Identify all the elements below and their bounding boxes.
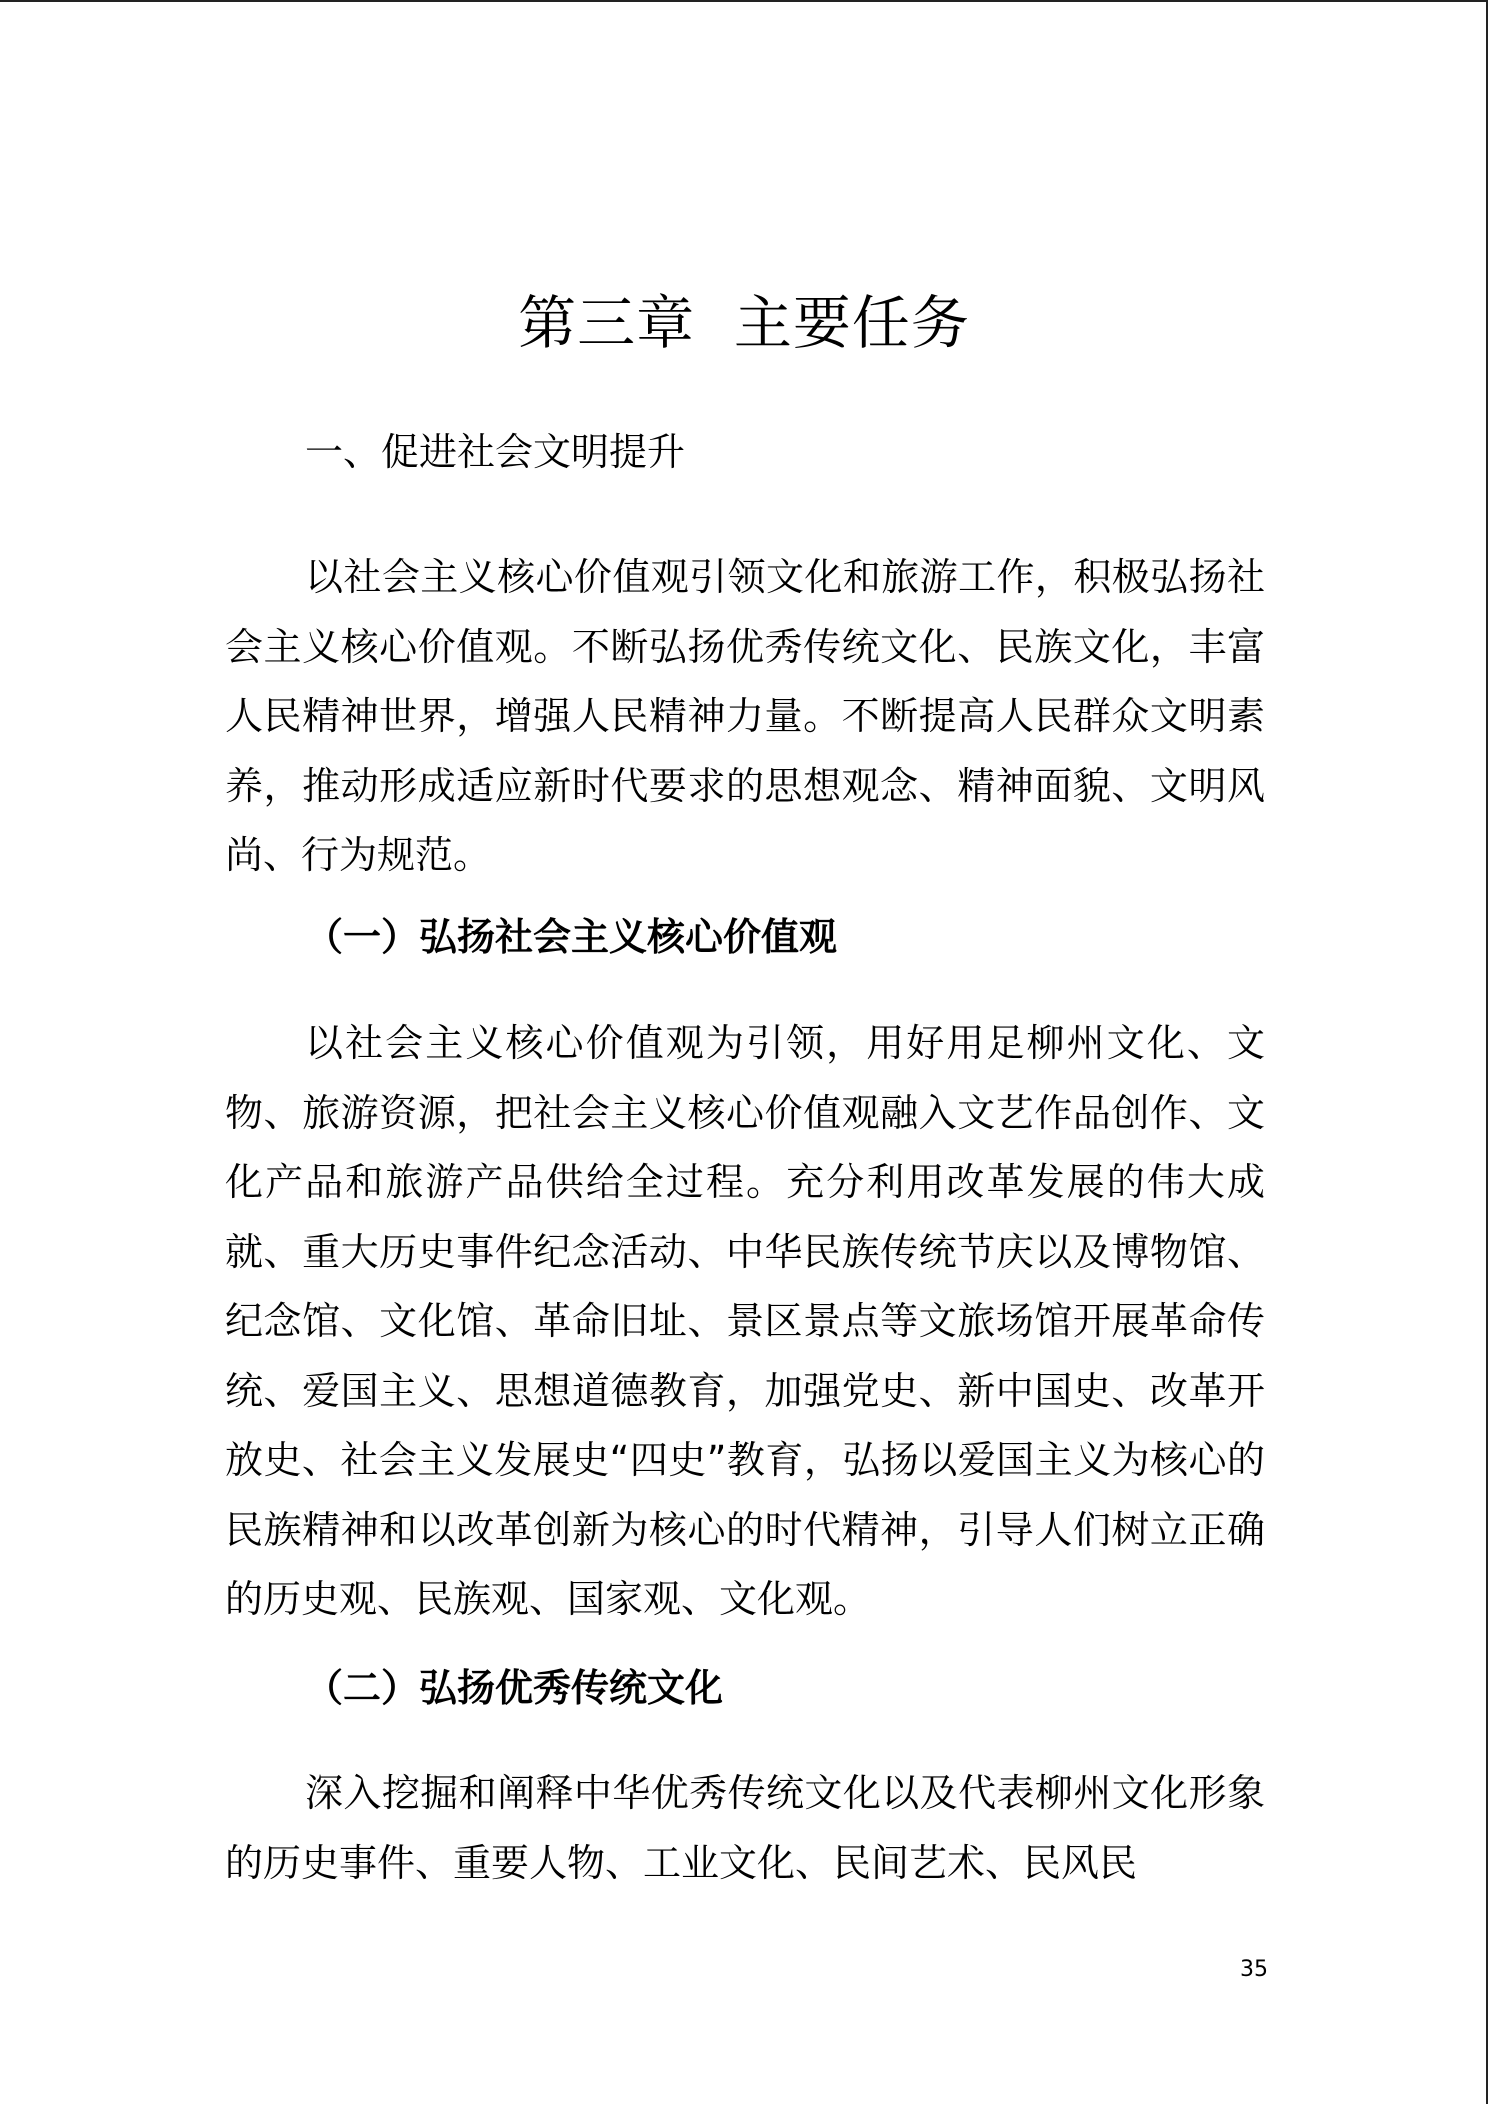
page-number: 35	[1240, 1957, 1268, 1982]
subsection-body-1: 以社会主义核心价值观为引领，用好用足柳州文化、文物、旅游资源，把社会主义核心价值观融入文艺作品创作、文化产品和旅游产品供给全过程。充分利用改革发展的伟大成就、重大历史事件纪念活动、中华民族传统节庆以及博物馆、纪念馆、文化馆、革命旧址、景区景点等文旅场馆开展革命传统、爱国主义、思想道德教育，加强党史、新中国史、改革开放史、社会主义发展史“四史”教育，弘扬以爱国主义为核心的民族精神和以改革创新为核心的时代精神，引导人们树立正确的历史观、民族观、国家观、文化观。	[225, 1021, 1265, 1621]
subsection-heading-1: （一）弘扬社会主义核心价值观	[305, 915, 838, 959]
intro-paragraph: 以社会主义核心价值观引领文化和旅游工作，积极弘扬社会主义核心价值观。不断弘扬优秀传统文化、民族文化，丰富人民精神世界，增强人民精神力量。不断提高人民群众文明素养，推动形成适应新时代要求的思想观念、精神面貌、文明风尚、行为规范。	[225, 555, 1265, 877]
chapter-title: 第三章 主要任务	[518, 289, 970, 357]
subsection-body-2: 深入挖掘和阐释中华优秀传统文化以及代表柳州文化形象的历史事件、重要人物、工业文化、民间艺术、民风民	[225, 1771, 1265, 1885]
subsection-heading-2: （二）弘扬优秀传统文化	[305, 1666, 724, 1710]
section-heading: 一、促进社会文明提升	[305, 430, 686, 474]
